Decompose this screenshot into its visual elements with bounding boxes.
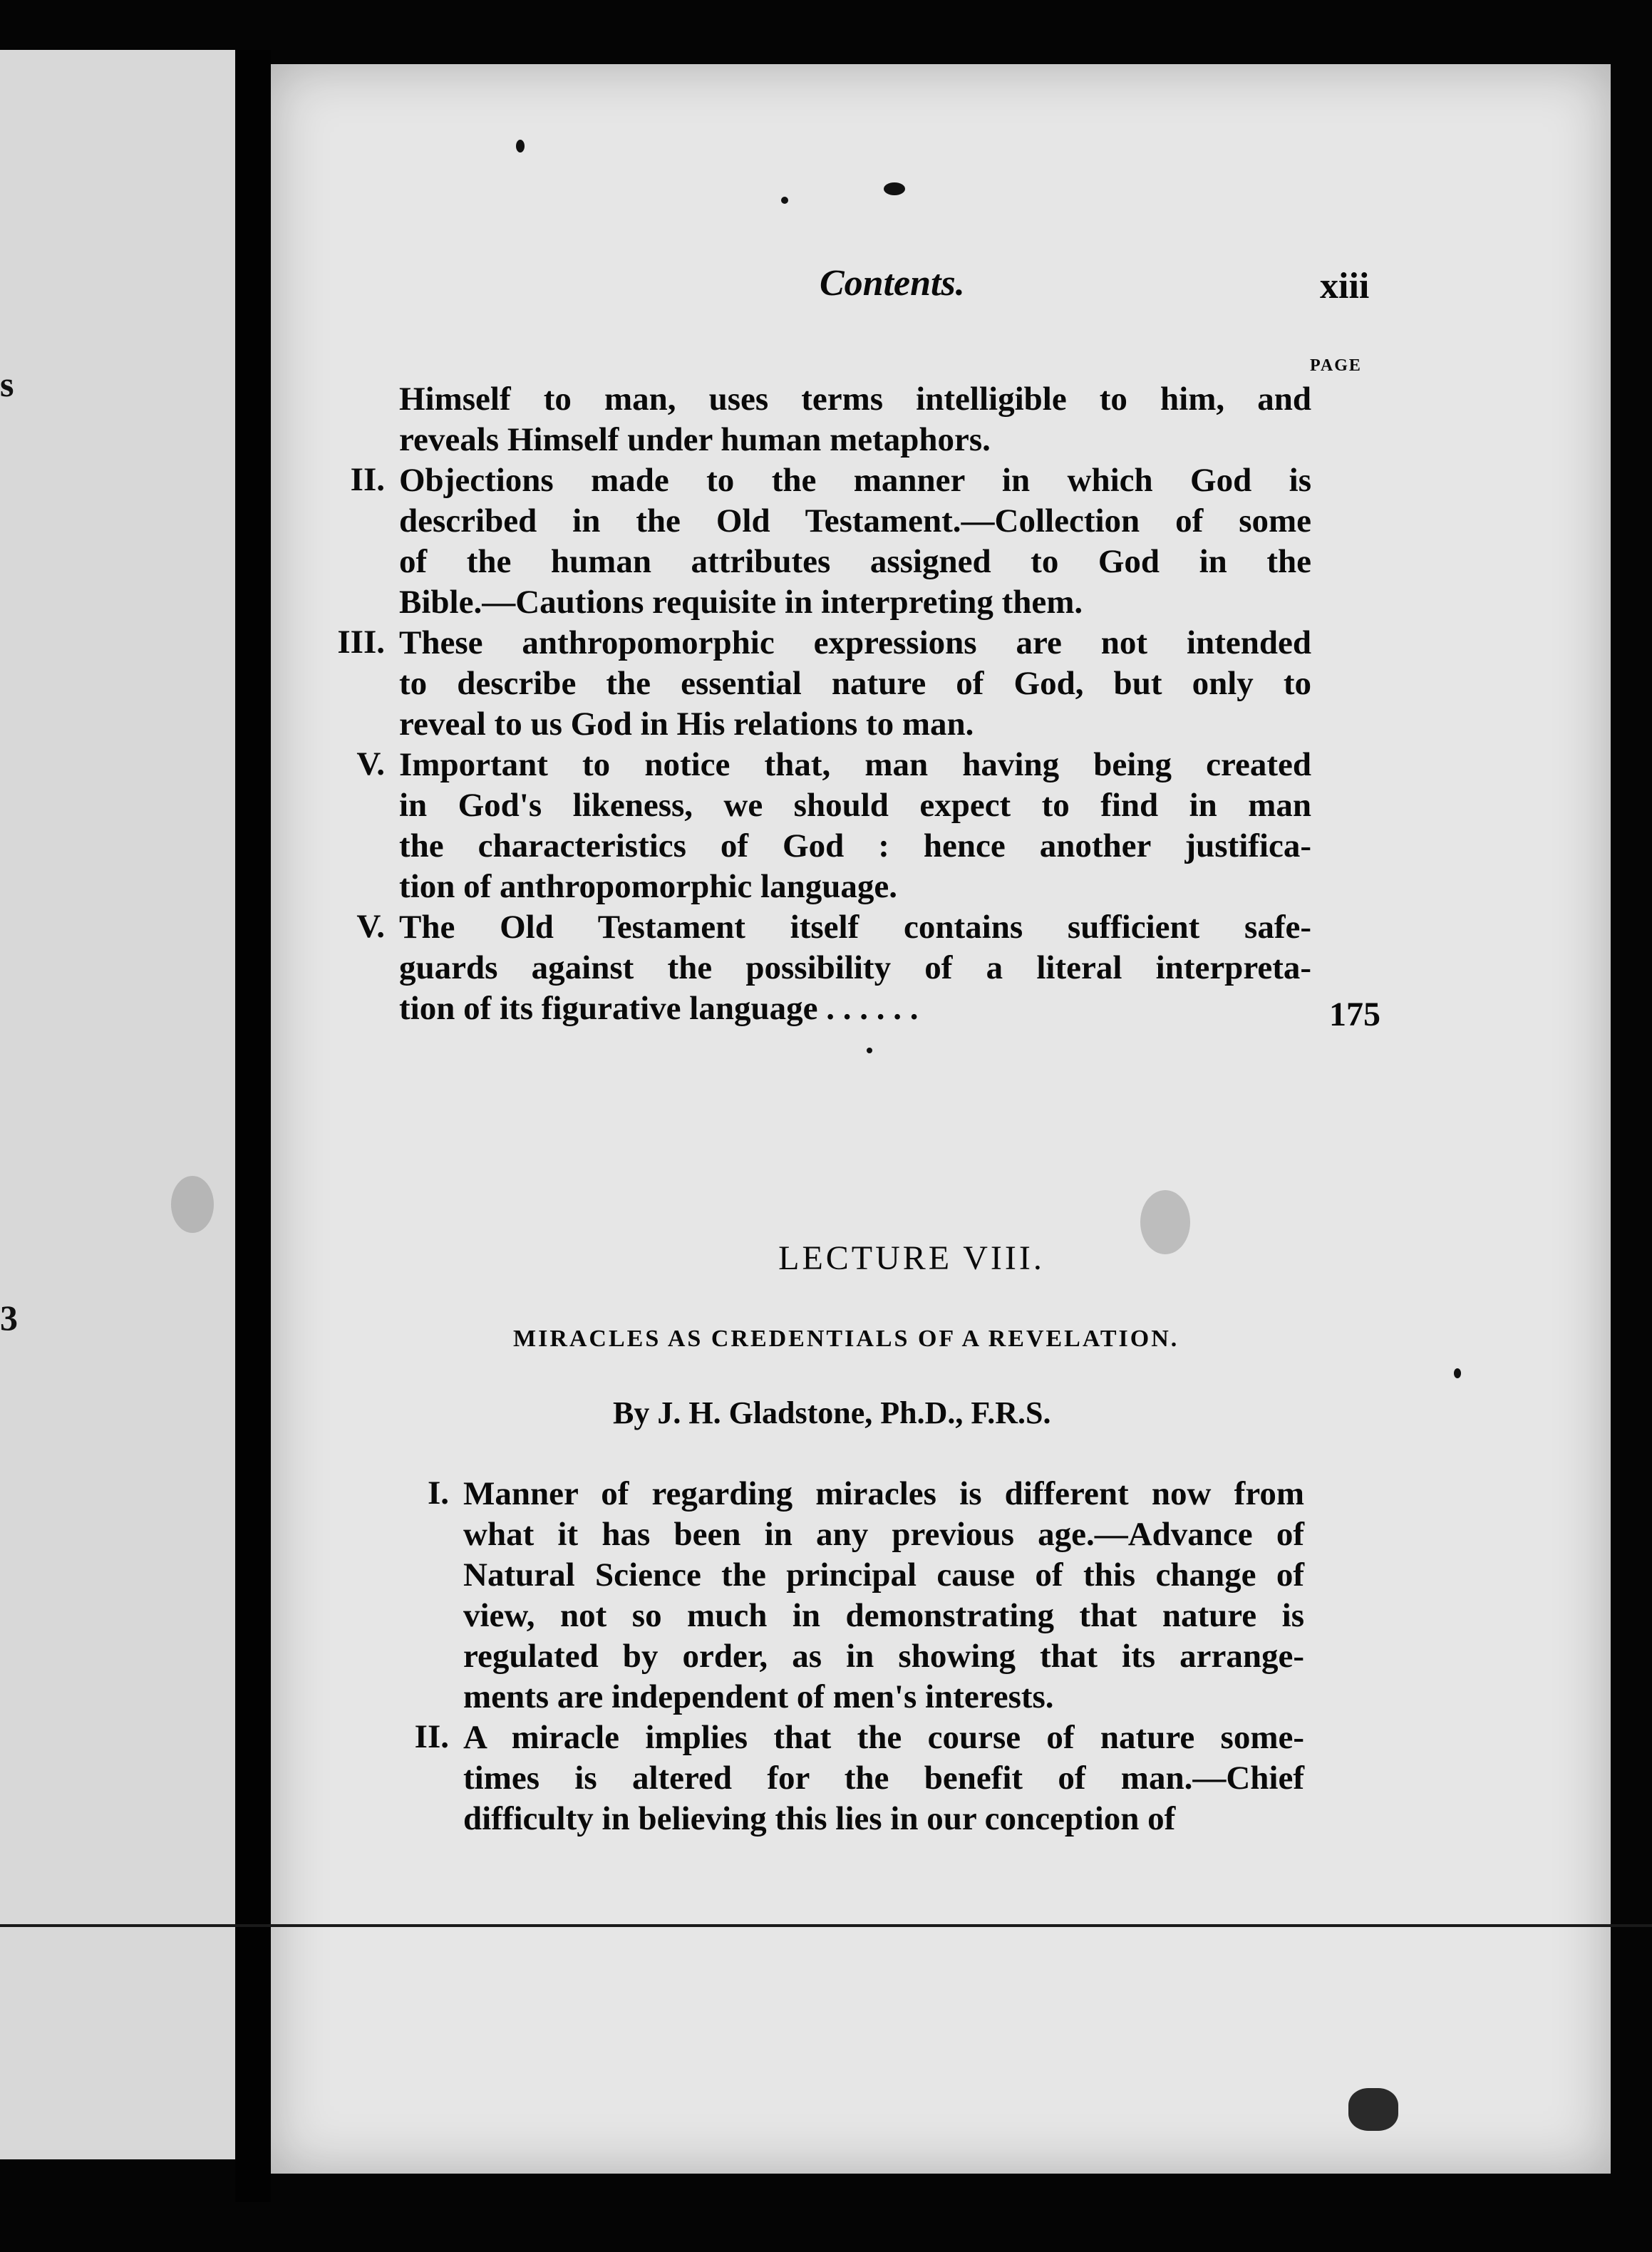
entry-numeral: I. xyxy=(427,1474,449,1512)
toc-entry xyxy=(356,745,1311,907)
entry-line: tion of anthropomorphic language. xyxy=(399,868,897,905)
entry-line: reveals Himself under human metaphors. xyxy=(399,421,991,458)
entry-line: times is altered for the benefit of man.—Chief xyxy=(463,1760,1304,1797)
page-number: xiii xyxy=(1320,266,1370,306)
entry-numeral: V. xyxy=(356,745,385,782)
toc-entry xyxy=(356,907,1311,1029)
entry-line: A miracle implies that the course of nature some- xyxy=(463,1719,1304,1756)
entry-line: view, not so much in demonstrating that nature is xyxy=(463,1597,1304,1634)
facing-page-edge xyxy=(0,50,235,2159)
toc-entry xyxy=(414,1718,1304,1839)
toc-entry xyxy=(350,460,1311,623)
entry-line: Manner of regarding miracles is different now from xyxy=(463,1475,1304,1512)
lecture-title: LECTURE VIII. xyxy=(778,1239,1045,1277)
lecture-subtitle: MIRACLES AS CREDENTIALS OF A REVELATION. xyxy=(513,1326,1179,1352)
entry-line: tion of its figurative language . . . . . . xyxy=(399,990,919,1027)
entry-line: ments are independent of men's interests. xyxy=(463,1678,1054,1715)
toc-entry xyxy=(427,1474,1304,1718)
book-gutter xyxy=(235,50,271,2202)
entry-line: what it has been in any previous age.—Advance of xyxy=(463,1516,1304,1553)
entry-line: Natural Science the principal cause of this change of xyxy=(463,1556,1304,1594)
running-header-title: Contents. xyxy=(820,263,965,304)
lecture-author: By J. H. Gladstone, Ph.D., F.R.S. xyxy=(613,1395,1051,1430)
entry-line: Himself to man, uses terms intelligible to him, and xyxy=(399,381,1311,418)
entry-line: of the human attributes assigned to God in the xyxy=(399,543,1311,580)
entry-line: guards against the possibility of a literal interpreta- xyxy=(399,949,1311,986)
entry-page-number: 175 xyxy=(1329,996,1380,1033)
entry-line: the characteristics of God : hence another justifica- xyxy=(399,827,1311,864)
entry-line: Objections made to the manner in which God is xyxy=(399,462,1311,499)
toc-entry xyxy=(399,379,1311,460)
facing-page-fragment: 3 xyxy=(0,1298,18,1338)
entry-line: Important to notice that, man having being created xyxy=(399,746,1311,783)
entry-line: The Old Testament itself contains sufficient safe- xyxy=(399,909,1311,946)
entry-numeral: II. xyxy=(414,1718,449,1755)
facing-page-fragment: s xyxy=(0,364,14,404)
scan-rule-line xyxy=(0,1924,1652,1927)
entry-line: to describe the essential nature of God, but only to xyxy=(399,665,1311,702)
entry-numeral: V. xyxy=(356,908,385,945)
entry-numeral: II. xyxy=(350,461,385,498)
entry-line: Bible.—Cautions requisite in interpreting them. xyxy=(399,584,1083,621)
entry-line: difficulty in believing this lies in our conception of xyxy=(463,1800,1176,1837)
entry-line: These anthropomorphic expressions are not intended xyxy=(399,624,1311,661)
toc-entry xyxy=(337,623,1311,745)
entry-line: reveal to us God in His relations to man. xyxy=(399,706,974,743)
entry-line: described in the Old Testament.—Collection of some xyxy=(399,502,1311,539)
entry-line: in God's likeness, we should expect to find in man xyxy=(399,787,1311,824)
entry-line: regulated by order, as in showing that its arrange- xyxy=(463,1638,1304,1675)
entry-numeral: III. xyxy=(337,624,385,661)
page-column-label: PAGE xyxy=(1310,356,1362,375)
